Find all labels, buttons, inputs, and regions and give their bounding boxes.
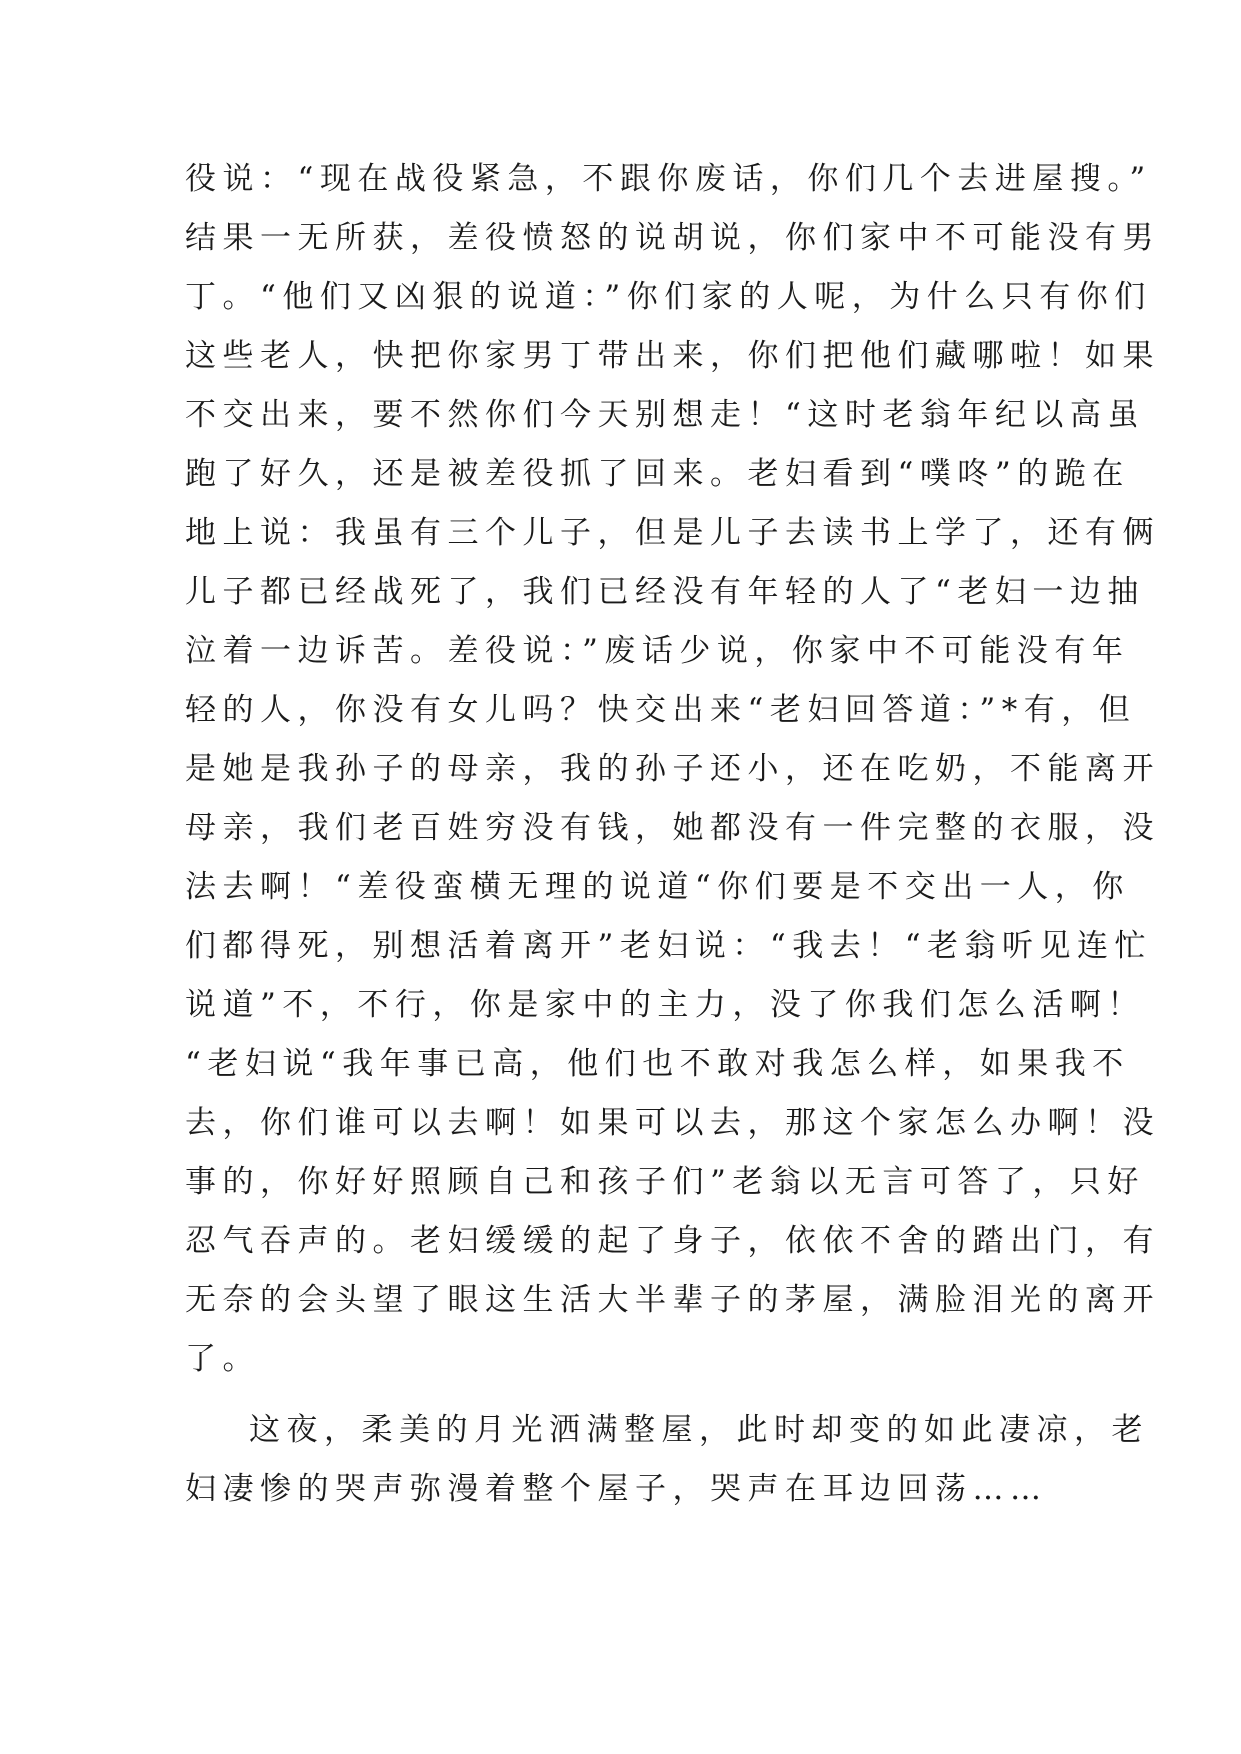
text-line: 地上说：我虽有三个儿子，但是儿子去读书上学了，还有俩 <box>185 515 1160 551</box>
text-line: 这些老人，快把你家男丁带出来，你们把他们藏哪啦！如果 <box>185 338 1160 374</box>
text-line: 们都得死，别想活着离开”老妇说：“我去！“老翁听见连忙 <box>185 928 1153 964</box>
text-line: 泣着一边诉苦。差役说：”废话少说，你家中不可能没有年 <box>185 633 1130 669</box>
paragraph <box>185 150 1160 1389</box>
document-body <box>185 150 1160 1519</box>
text-line: 丁。“他们又凶狠的说道：”你们家的人呢，为什么只有你们 <box>185 279 1152 315</box>
text-line: 儿子都已经战死了，我们已经没有年轻的人了“老妇一边抽 <box>185 574 1145 610</box>
text-line: 是她是我孙子的母亲，我的孙子还小，还在吃奶，不能离开 <box>185 751 1160 787</box>
text-line: 轻的人，你没有女儿吗？快交出来“老妇回答道：”*有，但 <box>185 692 1137 728</box>
text-line: 说道”不，不行，你是家中的主力，没了你我们怎么活啊！ <box>185 987 1145 1023</box>
text-line: 妇凄惨的哭声弥漫着整个屋子，哭声在耳边回荡…… <box>185 1471 1048 1507</box>
text-line: 母亲，我们老百姓穷没有钱，她都没有一件完整的衣服，没 <box>185 810 1160 846</box>
text-line: 了。 <box>185 1341 260 1377</box>
text-line: 这夜，柔美的月光洒满整屋，此时却变的如此凄凉，老 <box>249 1412 1149 1448</box>
text-line: “老妇说“我年事已高，他们也不敢对我怎么样，如果我不 <box>185 1046 1130 1082</box>
text-line: 事的，你好好照顾自己和孩子们”老翁以无言可答了，只好 <box>185 1164 1145 1200</box>
text-line: 不交出来，要不然你们今天别想走！“这时老翁年纪以高虽 <box>185 397 1145 433</box>
text-line: 忍气吞声的。老妇缓缓的起了身子，依依不舍的踏出门，有 <box>185 1223 1160 1259</box>
text-line: 无奈的会头望了眼这生活大半辈子的茅屋，满脸泪光的离开 <box>185 1282 1160 1318</box>
text-line: 跑了好久，还是被差役抓了回来。老妇看到“噗咚”的跪在 <box>185 456 1130 492</box>
text-line: 结果一无所获，差役愤怒的说胡说，你们家中不可能没有男 <box>185 220 1160 256</box>
text-line: 役说：“现在战役紧急，不跟你废话，你们几个去进屋搜。” <box>185 161 1152 197</box>
text-line: 法去啊！“差役蛮横无理的说道“你们要是不交出一人，你 <box>185 869 1130 905</box>
text-line: 去，你们谁可以去啊！如果可以去，那这个家怎么办啊！没 <box>185 1105 1160 1141</box>
final-paragraph <box>185 1401 1149 1519</box>
